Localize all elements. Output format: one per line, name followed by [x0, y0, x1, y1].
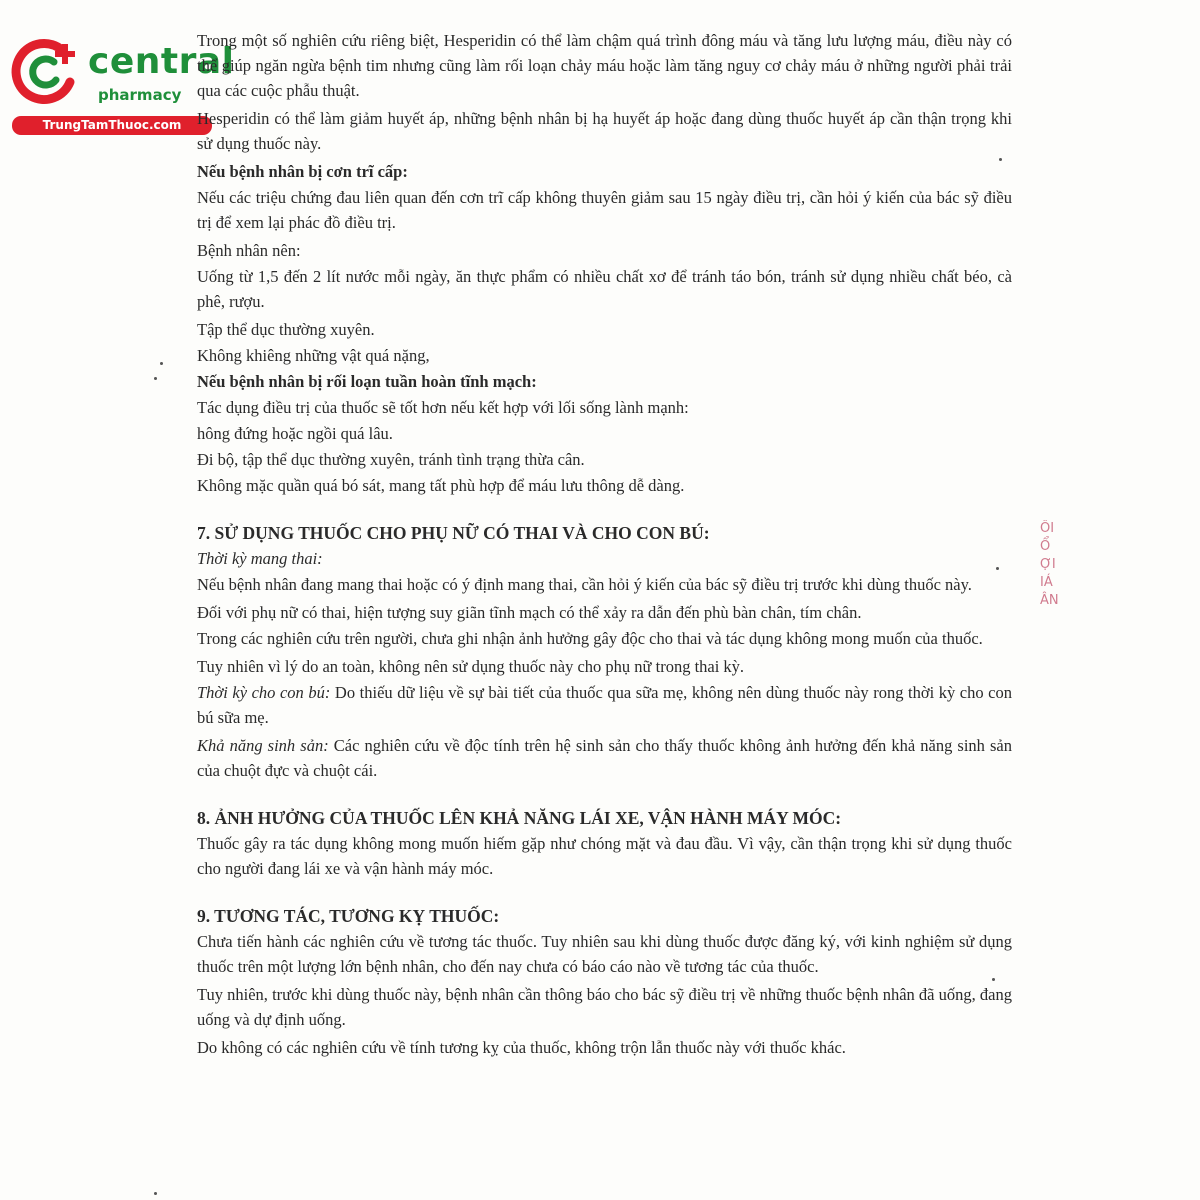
paragraph: Nếu bệnh nhân đang mang thai hoặc có ý định mang thai, cần hỏi ý kiến của bác sỹ điều trị trước khi dùng thuốc này. [197, 575, 972, 594]
stamp-line: IÁ [1040, 575, 1053, 590]
lactation-paragraph [197, 680, 1012, 730]
fertility-paragraph [197, 733, 1012, 783]
fertility-text: Các nghiên cứu về độc tính trên hệ sinh sản cho thấy thuốc không ảnh hưởng đến khả năng sinh sản của chuột đực và chuột cái. [197, 736, 1013, 780]
paragraph: Tuy nhiên vì lý do an toàn, không nên sử dụng thuốc này cho phụ nữ trong thai kỳ. [197, 657, 745, 676]
section-8-title: 8. ẢNH HƯỞNG CỦA THUỐC LÊN KHẢ NĂNG LÁI XE, VẬN HÀNH MÁY MÓC: [197, 808, 842, 828]
scan-speck [154, 1192, 157, 1195]
fertility-label: Khả năng sinh sản: [197, 736, 329, 755]
paragraph: Do không có các nghiên cứu về tính tương kỵ của thuốc, không trộn lẫn thuốc này với thuốc khác. [197, 1038, 846, 1057]
section-7-title: 7. SỬ DỤNG THUỐC CHO PHỤ NỮ CÓ THAI VÀ CHO CON BÚ: [197, 523, 710, 543]
stamp-line: ÔI [1040, 521, 1055, 536]
subheading-hemorrhoid: Nếu bệnh nhân bị cơn trĩ cấp: [197, 162, 408, 181]
document-content [197, 28, 1012, 1061]
margin-stamp [1040, 520, 1066, 685]
scan-speck [999, 158, 1002, 161]
list-item: Đi bộ, tập thể dục thường xuyên, tránh tình trạng thừa cân. [197, 450, 585, 469]
paragraph: Tuy nhiên, trước khi dùng thuốc này, bệnh nhân cần thông báo cho bác sỹ điều trị về những thuốc bệnh nhân đã uống, đang uống và dự định uống. [197, 985, 1012, 1029]
list-item: Tập thể dục thường xuyên. [197, 320, 375, 339]
scan-speck [154, 377, 157, 380]
stamp-line: ÂN [1040, 593, 1059, 608]
stamp-line: Ổ [1040, 539, 1051, 554]
logo-subtitle: pharmacy [98, 86, 182, 104]
lactation-label: Thời kỳ cho con bú: [197, 683, 331, 702]
pregnancy-label: Thời kỳ mang thai: [197, 549, 323, 568]
paragraph: Hesperidin có thể làm giảm huyết áp, những bệnh nhân bị hạ huyết áp hoặc đang dùng thuốc huyết áp cần thận trọng khi sử dụng thuốc này. [197, 109, 1012, 153]
section-9-title: 9. TƯƠNG TÁC, TƯƠNG KỴ THUỐC: [197, 906, 500, 926]
central-pharmacy-logo[interactable] [8, 36, 235, 136]
list-item: Không khiêng những vật quá nặng, [197, 346, 430, 365]
paragraph: Trong các nghiên cứu trên người, chưa ghi nhận ảnh hưởng gây độc cho thai và tác dụng không mong muốn của thuốc. [197, 629, 983, 648]
scan-speck [996, 567, 999, 570]
subheading-venous: Nếu bệnh nhân bị rối loạn tuần hoàn tĩnh mạch: [197, 372, 537, 391]
scan-speck [160, 362, 163, 365]
paragraph: Bệnh nhân nên: [197, 241, 301, 260]
lactation-text: Do thiếu dữ liệu về sự bài tiết của thuốc qua sữa mẹ, không nên dùng thuốc này rong thời kỳ cho con bú sữa mẹ. [197, 683, 1012, 727]
stamp-line: ỢI [1040, 557, 1056, 572]
list-item: Uống từ 1,5 đến 2 lít nước mỗi ngày, ăn thực phẩm có nhiều chất xơ để tránh táo bón, tránh sử dụng nhiều chất béo, cà phê, rượu. [197, 267, 1012, 311]
logo-url-banner[interactable]: TrungTamThuoc.com [12, 116, 212, 135]
central-pharmacy-logo-icon [10, 38, 86, 108]
list-item: Không mặc quần quá bó sát, mang tất phù hợp để máu lưu thông dễ dàng. [197, 476, 685, 495]
paragraph: Chưa tiến hành các nghiên cứu về tương tác thuốc. Tuy nhiên sau khi dùng thuốc được đăng ký, với kinh nghiệm sử dụng thuốc trên một lượng lớn bệnh nhân, cho đến nay chưa có báo cáo nào về tương tác của thuốc. [197, 932, 1012, 976]
list-item: hông đứng hoặc ngồi quá lâu. [197, 424, 393, 443]
logo-name: central [88, 41, 235, 82]
paragraph: Thuốc gây ra tác dụng không mong muốn hiếm gặp như chóng mặt và đau đầu. Vì vậy, cần thận trọng khi sử dụng thuốc cho người đang lái xe và vận hành máy móc. [197, 834, 1012, 878]
paragraph: Đối với phụ nữ có thai, hiện tượng suy giãn tĩnh mạch có thể xảy ra dẫn đến phù bàn chân, tím chân. [197, 603, 862, 622]
scan-speck [992, 978, 995, 981]
paragraph: Tác dụng điều trị của thuốc sẽ tốt hơn nếu kết hợp với lối sống lành mạnh: [197, 398, 689, 417]
paragraph: Trong một số nghiên cứu riêng biệt, Hesperidin có thể làm chậm quá trình đông máu và tăng lưu lượng máu, điều này có thể giúp ngăn ngừa bệnh tim nhưng cũng làm rối loạn chảy máu hoặc làm tăng nguy cơ chảy máu ở những người phải trải qua các cuộc phẫu thuật. [197, 31, 1012, 100]
paragraph: Nếu các triệu chứng đau liên quan đến cơn trĩ cấp không thuyên giảm sau 15 ngày điều trị, cần hỏi ý kiến của bác sỹ điều trị để xem lại phác đồ điều trị. [197, 188, 1012, 232]
